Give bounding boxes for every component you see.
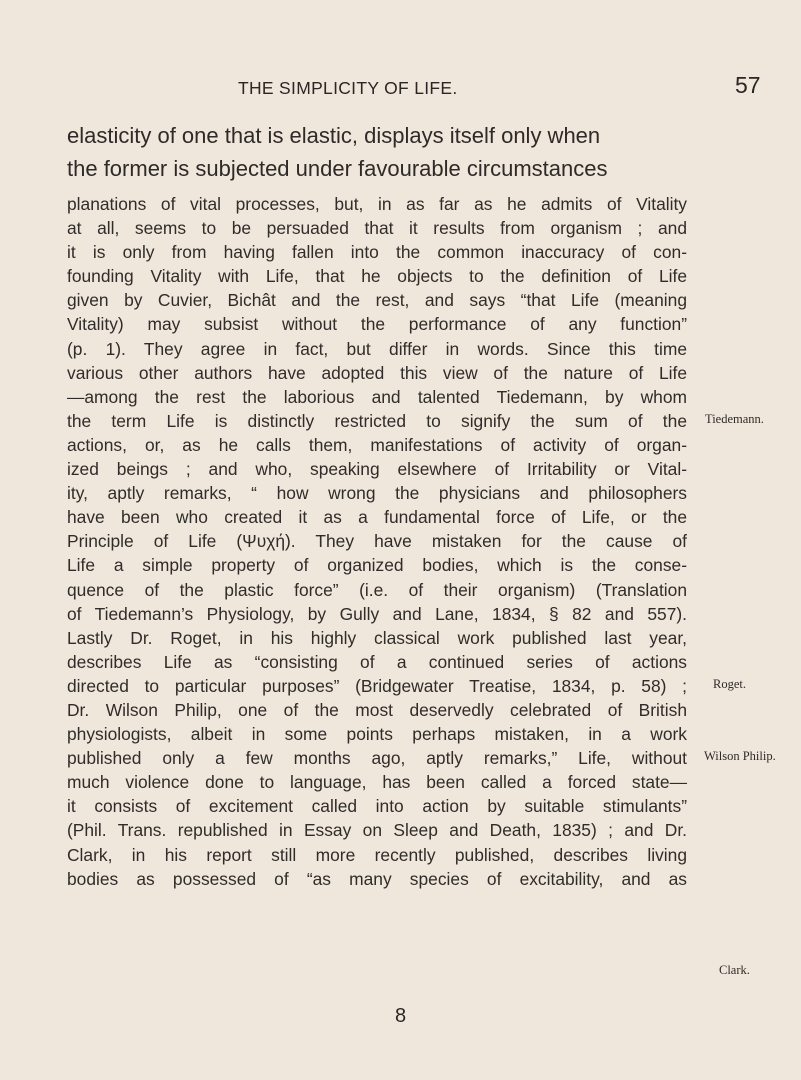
page-number: 57 xyxy=(735,72,761,98)
text-line: —among the rest the laborious and talented Tiedemann, by whom xyxy=(67,386,687,407)
text-line: Lastly Dr. Roget, in his highly classical work published last year, xyxy=(67,627,687,648)
lead-line-2: the former is subjected under favourable circumstances xyxy=(67,156,608,181)
text-line: actions, or, as he calls them, manifestations of activity of organ- xyxy=(67,434,687,455)
text-line: Vitality) may subsist without the performance of any function” xyxy=(67,314,687,335)
text-line: it is only from having fallen into the common inaccuracy of con- xyxy=(67,242,687,263)
text-line: various other authors have adopted this view of the nature of Life xyxy=(67,362,687,383)
margin-note-clark: Clark. xyxy=(719,963,750,977)
text-line: quence of the plastic force” (i.e. of their organism) (Translation xyxy=(67,579,687,600)
text-line: given by Cuvier, Bichât and the rest, and says “that Life (meaning xyxy=(67,290,687,311)
text-line: Principle of Life (Ψυχή). They have mistaken for the cause of xyxy=(67,531,687,552)
page-header xyxy=(0,72,801,102)
running-head: THE SIMPLICITY OF LIFE. xyxy=(238,78,458,98)
text-line: Clark, in his report still more recently published, describes living xyxy=(67,844,687,865)
text-line: describes Life as “consisting of a continued series of actions xyxy=(67,651,687,672)
body-text xyxy=(67,192,687,891)
text-line: planations of vital processes, but, in as far as he admits of Vitality xyxy=(67,194,687,214)
margin-note-tiedemann: Tiedemann. xyxy=(705,412,764,426)
text-line: (Phil. Trans. republished in Essay on Sleep and Death, 1835) ; and Dr. xyxy=(67,820,687,841)
text-line: Dr. Wilson Philip, one of the most deservedly celebrated of British xyxy=(67,699,687,720)
text-line: at all, seems to be persuaded that it results from organism ; and xyxy=(67,218,687,239)
margin-note-wilson-philip: Wilson Philip. xyxy=(704,749,776,763)
text-line: have been who created it as a fundamental force of Life, or the xyxy=(67,507,687,528)
text-line: it consists of excitement called into action by suitable stimulants” xyxy=(67,796,687,817)
text-line: (p. 1). They agree in fact, but differ in words. Since this time xyxy=(67,338,687,359)
signature-mark: 8 xyxy=(394,1005,407,1027)
text-line: founding Vitality with Life, that he objects to the definition of Life xyxy=(67,266,687,287)
margin-note-roget: Roget. xyxy=(713,677,746,691)
text-line: bodies as possessed of “as many species of excitability, and as xyxy=(67,868,687,889)
text-line: ized beings ; and who, speaking elsewhere of Irritability or Vital- xyxy=(67,459,687,480)
text-line: the term Life is distinctly restricted to signify the sum of the xyxy=(67,410,687,431)
lead-line-1: elasticity of one that is elastic, displays itself only when xyxy=(67,123,601,148)
text-line: much violence done to language, has been called a forced state— xyxy=(67,772,687,793)
text-line: of Tiedemann’s Physiology, by Gully and Lane, 1834, § 82 and 557). xyxy=(67,603,687,624)
text-line: directed to particular purposes” (Bridgewater Treatise, 1834, p. 58) ; xyxy=(67,675,687,696)
text-line: physiologists, albeit in some points perhaps mistaken, in a work xyxy=(67,724,687,745)
text-line: published only a few months ago, aptly remarks,” Life, without xyxy=(67,748,687,769)
text-line: Life a simple property of organized bodies, which is the conse- xyxy=(67,555,687,576)
text-line: ity, aptly remarks, “ how wrong the physicians and philosophers xyxy=(67,483,687,504)
